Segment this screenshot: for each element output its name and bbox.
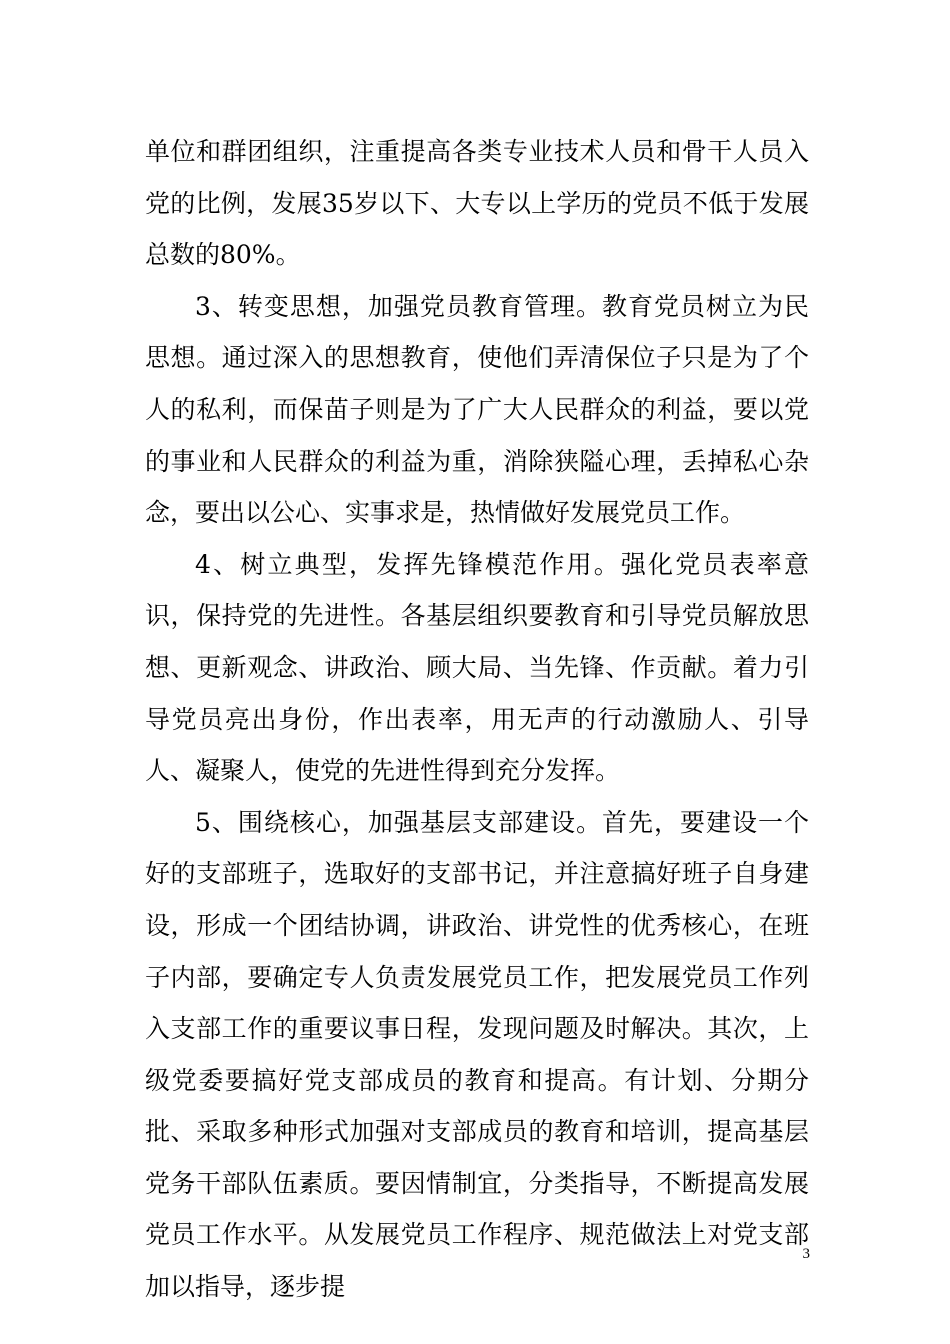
page-number: 3 — [802, 1246, 810, 1262]
paragraph-item-5: 5、围绕核心，加强基层支部建设。首先，要建设一个好的支部班子，选取好的支部书记，并注意搞好班子自身建设，形成一个团结协调，讲政治、讲党性的优秀核心，在班子内部，要确定专人负责发展党员工作，把发展党员工作列入支部工作的重要议事日程，发现问题及时解决。其次，上级党委要搞好党支部成员的教育和提高。有计划、分期分批、采取多种形式加强对支部成员的教育和培训，提高基层党务干部队伍素质。要因情制宜，分类指导，不断提高发展党员工作水平。从发展党员工作程序、规范做法上对党支部加以指导，逐步提 — [145, 807, 809, 1302]
paragraph-item-3: 3、转变思想，加强党员教育管理。教育党员树立为民思想。通过深入的思想教育，使他们弄清保位子只是为了个人的私利，而保苗子则是为了广大人民群众的利益，要以党的事业和人民群众的利益为重，消除狭隘心理，丢掉私心杂念，要出以公心、实事求是，热情做好发展党员工作。 — [145, 291, 809, 528]
document-body — [145, 126, 809, 1313]
paragraph-item-4: 4、树立典型，发挥先锋模范作用。强化党员表率意识，保持党的先进性。各基层组织要教育和引导党员解放思想、更新观念、讲政治、顾大局、当先锋、作贡献。着力引导党员亮出身份，作出表率，用无声的行动激励人、引导人、凝聚人，使党的先进性得到充分发挥。 — [145, 549, 809, 786]
paragraph-continued: 单位和群团组织，注重提高各类专业技术人员和骨干人员入党的比例，发展35岁以下、大专以上学历的党员不低于发展总数的80%。 — [145, 137, 809, 270]
